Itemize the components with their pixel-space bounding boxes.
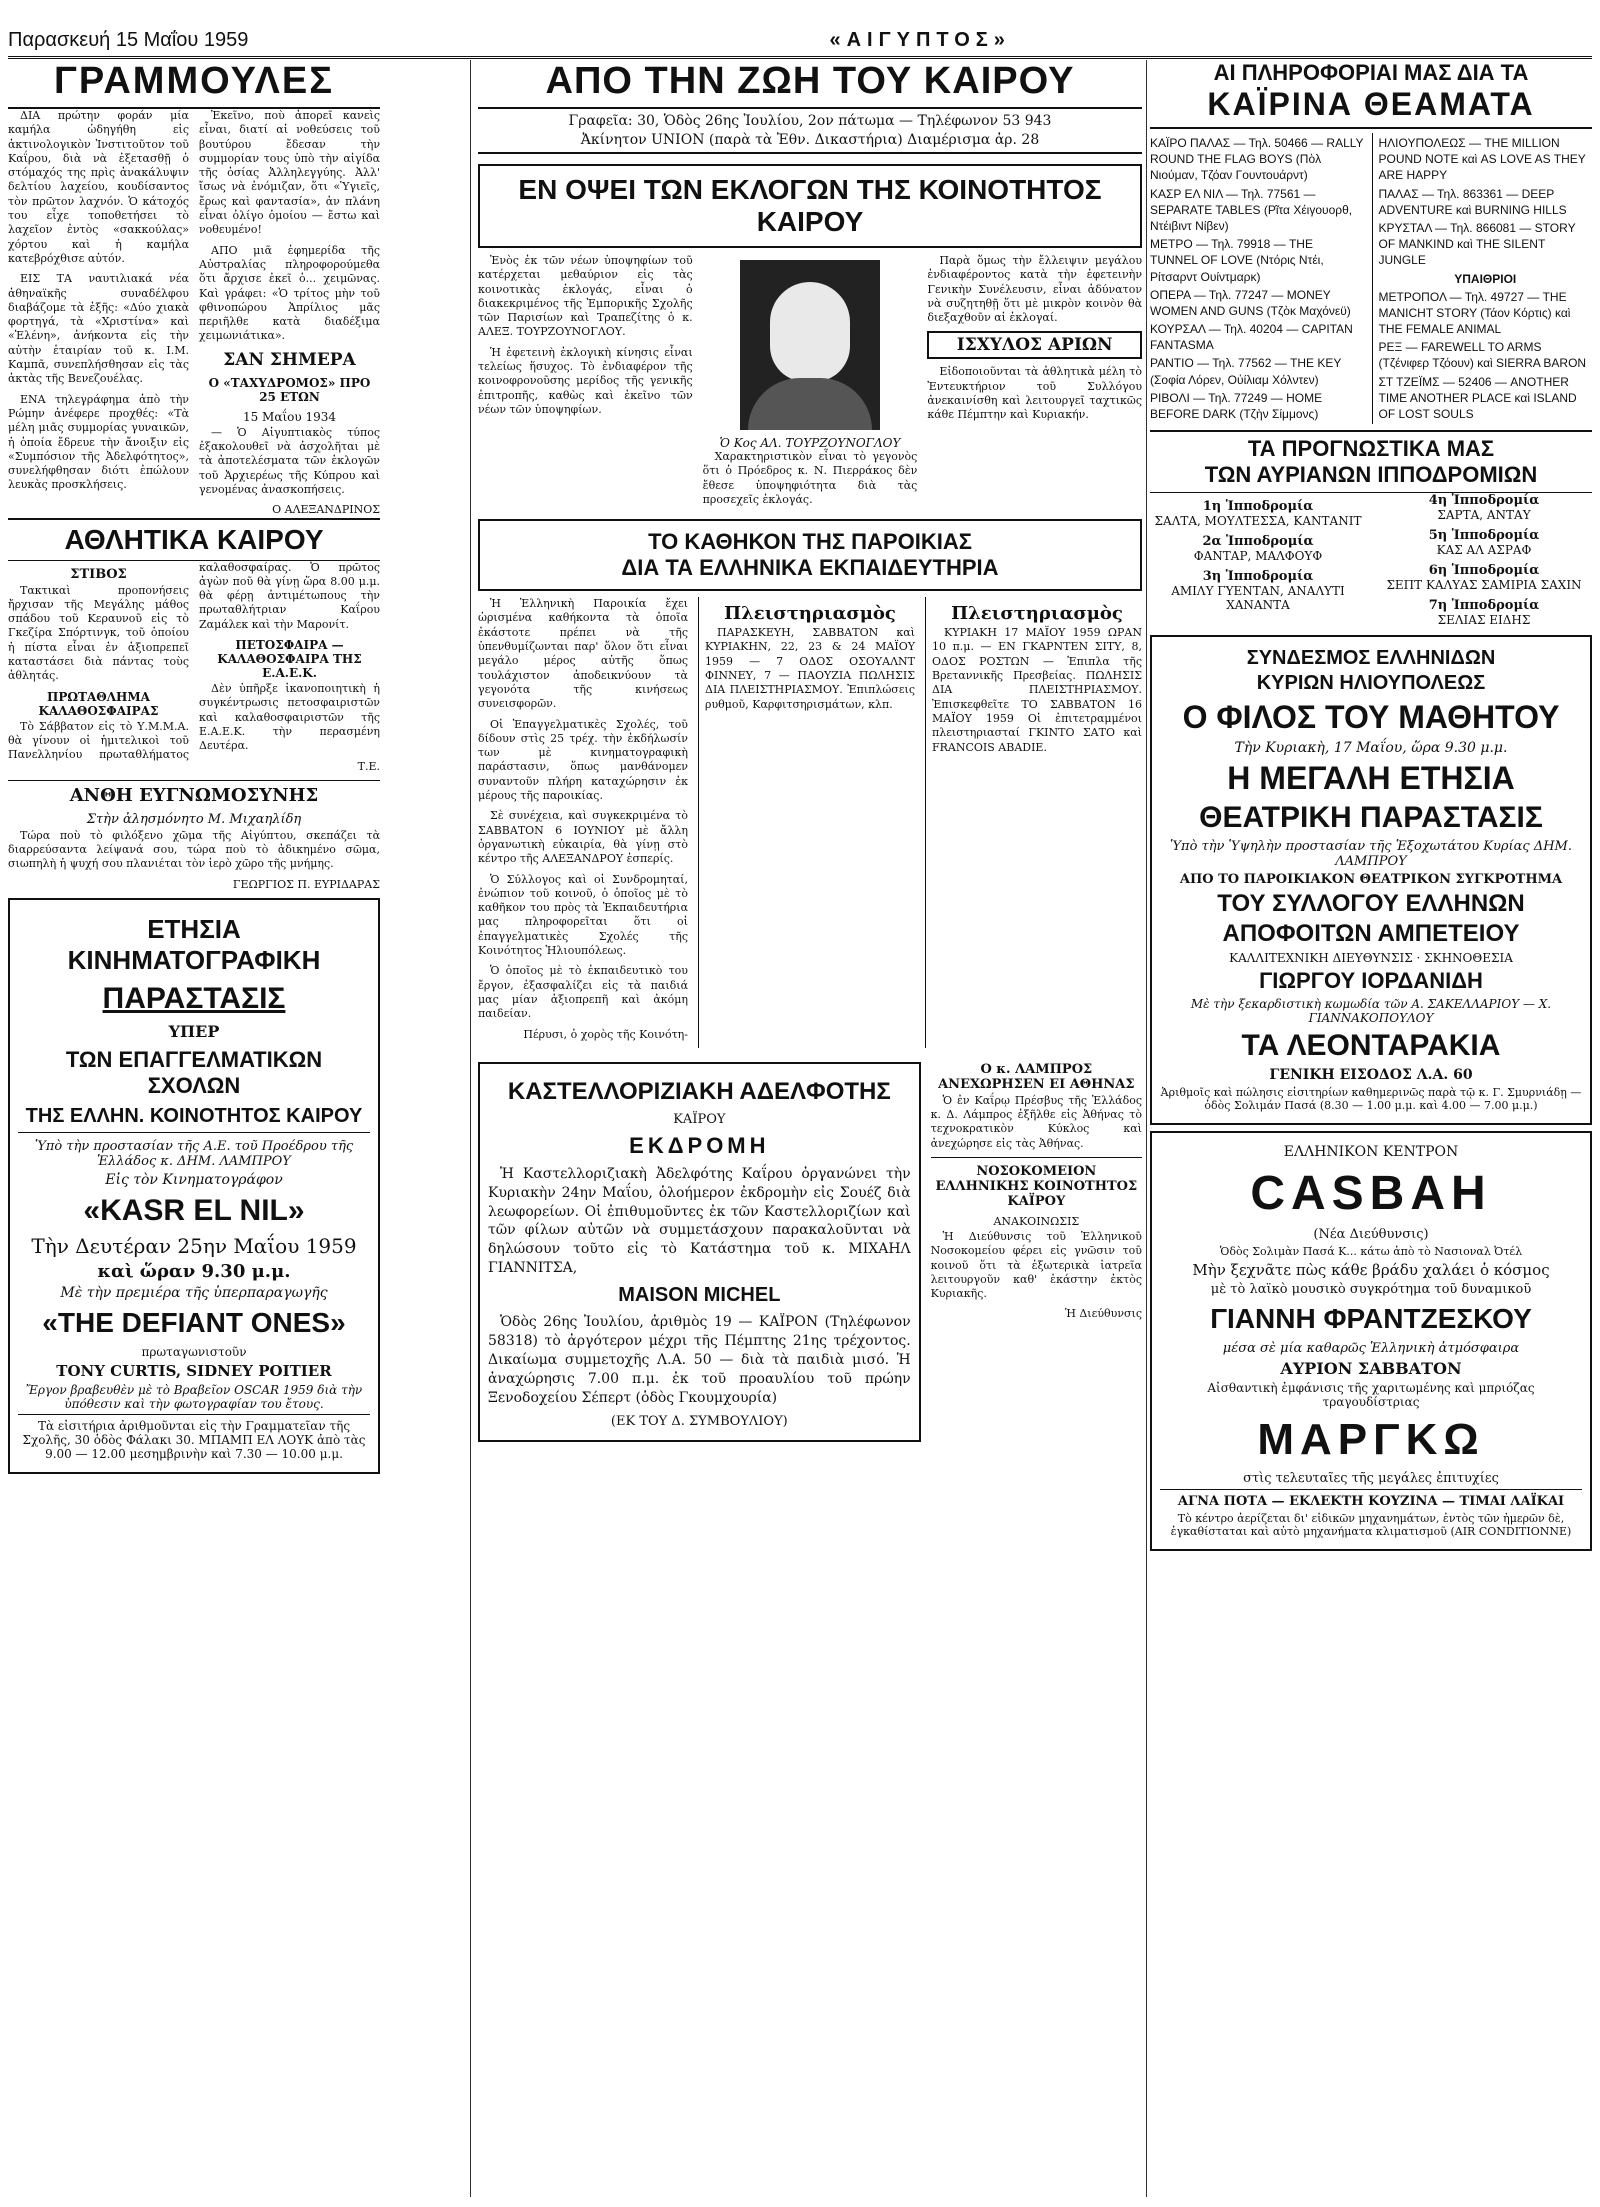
race-pick: ΣΑΡΤΑ, ΑΝΤΑΥ — [1437, 508, 1531, 523]
shows-listing — [1150, 133, 1592, 424]
theater-assoc2: ΑΠΟΦΟΙΤΩΝ ΑΜΠΕΤΕΙΟΥ — [1222, 920, 1520, 948]
column-left — [8, 60, 380, 2197]
grammoules-para: ΔΙΑ πρώτην φοράν μία καμήλα ὡδηγήθη εἰς ἀκτινολογικὸν Ἰνστιτοῦτον τοῦ Καΐρου, διὰ νὰ ἐξετασθῇ ὁ στόμαχός της πρὶς ἀνακάλυψιν δελτίου λαχείου, κουδίσαντος τὸν πρῶτον λαχνόν. Ὁ κάτοχός του εἶχε τοποθετήσει τὸ λαχεῖον ἐντὸς «σακκούλας» χόρτου καὶ ἡ καμήλα κατεβρόχθισε αὐτόν. — [8, 109, 189, 265]
race-pick: ΦΑΝΤΑΡ, ΜΑΛΦΟΥΦ — [1193, 549, 1323, 564]
center-title: ΑΠΟ ΤΗΝ ΖΩΗ ΤΟΥ ΚΑΙΡΟΥ — [478, 60, 1142, 109]
duty-para: Σὲ συνέχεια, καὶ συγκεκριμένα τὸ ΣΑΒΒΑΤΟΝ 6 ΙΟΥΝΙΟΥ μὲ ἄλλη ὀργανωτικὴ εὐκαιρία, θὰ γίνῃ στὸ κέντρο τῆς ΑΛΕΞΑΝΔΡΟΥ ἑσπερίς. — [478, 809, 688, 866]
cinema-ad-for: ΤΩΝ ΕΠΑΓΓΕΛΜΑΤΙΚΩΝ ΣΧΟΛΩΝ — [65, 1046, 323, 1098]
cinema-listing: ΡΑΝΤΙΟ — Τηλ. 77562 — THE KEY (Σοφία Λόρεν, Οὐίλιαμ Χόλντεν) — [1150, 356, 1342, 387]
basketball-head: ΠΡΩΤΑΘΛΗΜΑ ΚΑΛΑΘΟΣΦΑΙΡΑΣ — [38, 689, 159, 718]
cinema-listing: ΡΙΒΟΛΙ — Τηλ. 77249 — HOME BEFORE DARK (Τζὴν Σίμμονς) — [1150, 390, 1323, 421]
race-item — [1376, 528, 1592, 557]
open-air-head: ΥΠΑΙΘΡΙΟΙ — [1454, 271, 1517, 286]
cinema-listing: ΜΕΤΡΟ — Τηλ. 79918 — THE TUNNEL OF LOVE (Ντόρις Ντέι, Ρίτσαρντ Ουίντμαρκ) — [1150, 237, 1324, 284]
paper-name: «ΑΙΓΥΠΤΟΣ» — [829, 29, 1011, 51]
race-number: 3η Ἱπποδρομία — [1202, 569, 1314, 585]
shows-title: ΑΙ ΠΛΗΡΟΦΟΡΙΑΙ ΜΑΣ ΔΙΑ ΤΑ — [1213, 60, 1529, 85]
kastellorizo-shop: MAISON MICHEL — [618, 1284, 781, 1307]
kastellorizo-city: ΚΑΪΡΟΥ — [673, 1111, 726, 1127]
grammoules-para: ΕΝΑ τηλεγράφημα ἀπὸ τὴν Ρώμην ἀνέφερε προχθές: «Τὰ μέλη μιᾶς συμμορίας γυναικῶν, ἡ ὁποία ἔδρευε τὴν ἄνοιξιν εἰς «Συμπόσιον τῆς Ἀδελφότητος», συνελήφθησαν διότι ἐπώλουν λευκὰς προσκλήσεις. — [8, 392, 189, 492]
cinema-listing: ΜΕΤΡΟΠΟΛ — Τηλ. 49727 — THE MANICHT STORY (Τάον Κόρτις) καὶ THE FEMALE ANIMAL — [1378, 289, 1571, 337]
masthead — [8, 4, 1592, 59]
anniversary-subhead: Ο «ΤΑΧΥΔΡΟΜΟΣ» ΠΡΟ 25 ΕΤΩΝ — [208, 375, 371, 404]
races-list — [1150, 493, 1592, 627]
column-rule — [470, 60, 471, 2197]
cinema-listing: ΚΡΥΣΤΑΛ — Τηλ. 866081 — STORY OF MANKIND καὶ THE SILENT JUNGLE — [1378, 220, 1576, 268]
duty-para: Ὁ ὁποῖος μὲ τὸ ἐκπαιδευτικὸ του ἔργον, ἐξασφαλίζει εἰς τὰ παιδιά μας μίαν ἀξιοπρεπῆ καὶ ἀκόμη παιδείαν. — [478, 964, 688, 1021]
race-pick: ΑΜΙΛΥ ΓΥΕΝΤΑΝ, ΑΝΑΛΥΤΙ ΧΑΝΑΝΤΑ — [1171, 584, 1345, 613]
casbah-footer: ΑΓΝΑ ΠΟΤΑ — ΕΚΛΕΚΤΗ ΚΟΥΖΙΝΑ — ΤΙΜΑΙ ΛΑΪΚΑΙ — [1160, 1489, 1582, 1509]
duty-title: ΤΟ ΚΑΘΗΚΟΝ ΤΗΣ ΠΑΡΟΙΚΙΑΣ — [648, 529, 972, 555]
race-pick: ΣΑΛΤΑ, ΜΟΥΛΤΕΣΣΑ, ΚΑΝΤΑΝΙΤ — [1154, 514, 1362, 529]
cinema-ad-title: ΕΤΗΣΙΑ ΚΙΝΗΜΑΤΟΓΡΑΦΙΚΗ — [67, 913, 321, 975]
portrait-photo — [740, 260, 880, 430]
race-pick: ΚΑΣ ΑΛ ΑΣΡΑΦ — [1436, 543, 1532, 558]
cinema-ad-stars: TONY CURTIS, SIDNEY POITIER — [56, 1361, 332, 1380]
notices-rule — [931, 1157, 1142, 1158]
theater-club: Ο ΦΙΛΟΣ ΤΟΥ ΜΑΘΗΤΟΥ — [1182, 699, 1560, 736]
race-number: 1η Ἱπποδρομία — [1202, 499, 1314, 515]
theater-assoc: ΤΟΥ ΣΥΛΛΟΓΟΥ ΕΛΛΗΝΩΝ — [1217, 890, 1525, 918]
theater-play-intro: Μὲ τὴν ξεκαρδιστικὴ κωμωδία τῶν Α. ΣΑΚΕΛΛΑΡΙΟΥ — Χ. ΓΙΑΝΝΑΚΟΠΟΥΛΟΥ — [1190, 997, 1552, 1026]
volleyball-text: Δὲν ὑπῆρξε ἱκανοποιητικὴ ἡ συγκέντρωσις πετοσφαιριστῶν καὶ καλαθοσφαιριστῶν τῆς Ε.Α.Ε.Κ. τὴν περασμένη Δευτέρα. — [199, 682, 380, 753]
cinema-ad-hyper: ΥΠΕΡ — [168, 1021, 220, 1041]
column-center — [478, 60, 1142, 2197]
cinema-ad-patron: Ὑπὸ τὴν προστασίαν τῆς Α.Ε. τοῦ Προέδρου τῆς Ἑλλάδος κ. ΔΗΜ. ΛΑΜΠΡΟΥ — [34, 1138, 354, 1169]
theater-event: Η ΜΕΓΑΛΗ ΕΤΗΣΙΑ — [1227, 760, 1515, 797]
anthi-signature: ΓΕΩΡΓΙΟΣ Π. ΕΥΡΙΔΑΡΑΣ — [232, 877, 380, 891]
casbah-kentron: ΕΛΛΗΝΙΚΟΝ ΚΕΝΤΡΟΝ — [1283, 1144, 1459, 1161]
cinema-listing: ΗΛΙΟΥΠΟΛΕΩΣ — THE MILLION POUND NOTE καὶ AS LOVE AS THEY ARE HAPPY — [1378, 136, 1586, 183]
theater-tickets: Ἀριθμοῖς καὶ πώλησις εἰσιτηρίων καθημερινῶς παρὰ τῷ κ. Γ. Σμυρνιάδῃ — ὁδὸς Σολιμάν Πασά (8.30 — 1.00 μ.μ. καὶ 4.00 — 7.00 μ.μ.) — [1160, 1086, 1582, 1113]
cinema-ad — [8, 898, 380, 1474]
cinema-listing: ΚΑΣΡ ΕΛ ΝΙΛ — Τηλ. 77561 — SEPARATE TABLES (Ρῖτα Χέιγουορθ, Ντέιβιντ Νίβεν) — [1150, 186, 1353, 233]
stivos-text: Τακτικαὶ προπονήσεις ἤρχισαν τῆς Μεγάλης μάθος σπάδου τοῦ Κεραυνοῦ εἰς τὸ Γκεζίρα Σπόρτινγκ, τοῦ ὁποίου ἡ πίστα εἶναι ἐν ἀξιοπρεπεῖ καταστάσει διὰ πάντας τοὺς ἀθλητάς. — [8, 583, 189, 683]
casbah-name: CASBAH — [1250, 1167, 1492, 1221]
elections-para: Παρὰ ὅμως τὴν ἔλλειψιν μεγάλου ἐνδιαφέροντος κατὰ τὴν ἐφετεινὴν Γενικὴν Συνέλευσιν, εἶναι ἀδύνατον νὰ συζητηθῇ ὅτι μὲ μικρὸν κοινὸν θὰ διεξαχθοῦν αἱ ἐκλογαί. — [927, 254, 1142, 325]
anthi-title: ΑΝΘΗ ΕΥΓΝΩΜΟΣΥΝΗΣ — [8, 780, 380, 806]
elections-para: Εἰδοποιοῦνται τὰ ἀθλητικὰ μέλη τὸ Ἐντευκτήριον τοῦ Συλλόγου ἀνεκαινίσθη καὶ λειτουργεῖ ταχτικῶς κάθε Πέμπτην καὶ Κυριακήν. — [927, 365, 1142, 422]
anniversary-date: 15 Μαΐου 1934 — [242, 409, 337, 424]
issue-date: Παρασκευή 15 Μαΐου 1959 — [8, 29, 249, 51]
duty-para: Ἡ Ἑλληνικὴ Παροικία ἔχει ὡρισμένα καθήκοντα τὰ ὁποῖα ἐκάστοτε πρέπει νὰ τῆς ὑπενθυμίζωνται παρ' ὅλον ὅτι εἶναι μεγάλο μέρος αὐτῆς ὅπως τουλάχιστον ἀποδεικνύουν τὰ γεγονότα τῆς κινήσεως συνεισφορῶν. — [478, 597, 688, 711]
anniversary-head: ΣΑΝ ΣΗΜΕΡΑ — [223, 349, 356, 370]
portrait-shoulders — [748, 378, 872, 430]
center-offices: Γραφεῖα: 30, Ὁδὸς 26ης Ἰουλίου, 2ον πάτωμα — Τηλέφωνον 53 943 — [568, 113, 1052, 129]
lamiros-body: Ὁ ἐν Καΐρῳ Πρέσβυς τῆς Ἑλλάδος κ. Δ. Λάμπρος ἐξῆλθε εἰς Ἀθήνας τὸ τεχνοκρατικὸν Κύκλος καὶ ἀνεχώρησε εἰς τὰς Ἀθήνας. — [930, 1093, 1142, 1150]
cinema-listing: ΟΠΕΡΑ — Τηλ. 77247 — MONEY WOMEN AND GUNS (Τζὸκ Μαχόνεϋ) — [1150, 287, 1351, 318]
races-title2: ΤΩΝ ΑΥΡΙΑΝΩΝ ΙΠΠΟΔΡΟΜΙΩΝ — [1150, 462, 1592, 493]
casbah-artist: ΓΙΑΝΝΗ ΦΡΑΝΤΖΕΣΚΟΥ — [1210, 1303, 1532, 1335]
ischys-head: ΙΣΧΥΛΟΣ ΑΡΙΩΝ — [956, 335, 1113, 356]
casbah-ad — [1150, 1131, 1592, 1551]
theater-org2: ΚΥΡΙΩΝ ΗΛΙΟΥΠΟΛΕΩΣ — [1256, 672, 1486, 695]
race-pick: ΣΕΛΙΑΣ ΕΙΔΗΣ — [1437, 613, 1531, 628]
elections-para: Χαρακτηριστικὸν εἶναι τὸ γεγονὸς ὅτι ὁ Πρόεδρος κ. Ν. Πιερράκος δὲν ἔθεσε ὑποψηφιότητα διὰ τὰς προσεχεῖς ἐκλογάς. — [702, 450, 918, 506]
casbah-ac: Τὸ κέντρο ἀερίζεται δι' εἰδικῶν μηχανημάτων, ἐντὸς τῶν ἡμερῶν δὲ, ἐγκαθίσταται καὶ αὐτὸ μηχανήματα κλιματισμοῦ (AIR CONDITIONNE) — [1170, 1512, 1572, 1539]
grammoules-para: Ἐκεῖνο, ποὺ ἀπορεῖ κανεὶς εἶναι, διατί αἱ νοθεύσεις τοῦ βουτύρου ἔδεσαν τὴν συμμορίαν τους ὑπὸ τὴν αἰγίδα τῆς ὀσίας Ἀλληλεγγύης. Ἀλλ' ἴσως νὰ ἐνόμιζαν, ὅτι «Ὑγιεῖς, ἔρως καὶ φαντασία», ἀν πλάνη εἶναι ὀλίγο ὁμοίου — ἔστω καὶ νοθευμένο! — [199, 109, 380, 237]
theater-director-line: ΚΑΛΛΙΤΕΧΝΙΚΗ ΔΙΕΥΘΥΝΣΙΣ · ΣΚΗΝΟΘΕΣΙΑ — [1229, 951, 1513, 966]
duty-title-box — [478, 519, 1142, 591]
theater-org: ΣΥΝΔΕΣΜΟΣ ΕΛΛΗΝΙΔΩΝ — [1246, 647, 1496, 670]
race-item — [1376, 493, 1592, 522]
grammoules-para: ΑΠΟ μιᾶ ἐφημερίδα τῆς Αὐστραλίας πληροφορούμεθα ὅτι ἄρχισε ἐκεῖ ὁ... χειμῶνας. Καὶ γράφει: «Ὁ τρίτος μὴν τοῦ φθινοπώρου Ἀπρίλιος μᾶς περιῆλθε κατὰ διαδέξιμα χειμωνιάτικα». — [199, 243, 380, 343]
casbah-debut: Αἰσθαντικὴ ἐμφάνισις τῆς χαριτωμένης καὶ μπριόζας τραγουδίστριας — [1207, 1381, 1535, 1410]
casbah-saturday: ΑΥΡΙΟΝ ΣΑΒΒΑΤΟΝ — [1280, 1359, 1462, 1379]
anthi-body: Τώρα ποὺ τὸ φιλόξενο χῶμα τῆς Αἰγύπτου, σκεπάζει τὰ διαρρεύσαντα λείψανά σου, τώρα ποὺ τὸ ἀδικημένο σῶμα, σιωπηλὴ ἡ ψυχή σου πλανιέται τὸν ἱερὸ χῶρο τῆς μνήμης. — [8, 828, 380, 871]
kastellorizo-address: Ὁδὸς 26ης Ἰουλίου, ἀριθμὸς 19 — ΚΑΪΡΟΝ (Τηλέφωνον 58318) τὸ ἀργότερον μέχρι τῆς Πέμπτης 21ης τρέχοντος. Δικαίωμα συμμετοχῆς Λ.Α. 50 — διὰ τὰ παιδιὰ μισό. Ἡ ἀναχώρησις 7.00 π.μ. ἐκ τοῦ προαυλίου τοῦ πρώην Ξενοδοχείου Σέπερτ (ὁδὸς Γκουμχουρία) — [488, 1314, 911, 1406]
race-number: 2α Ἱπποδρομία — [1202, 534, 1314, 550]
duty-body — [478, 597, 1142, 1048]
race-number: 6η Ἱπποδρομία — [1428, 563, 1540, 579]
duty-signature: Πέρυσι, ὁ χορὸς τῆς Κοινότη- — [523, 1027, 688, 1041]
cinema-ad-venue: «KASR EL NIL» — [83, 1193, 305, 1227]
lamiros-head: Ο κ. ΛΑΜΠΡΟΣ ΑΝΕΧΩΡΗΣΕΝ ΕΙ ΑΘΗΝΑΣ — [938, 1061, 1135, 1092]
elections-title: ΕΝ ΟΨΕΙ ΤΩΝ ΕΚΛΟΓΩΝ ΤΗΣ ΚΟΙΝΟΤΗΤΟΣ ΚΑΙΡΟΥ — [518, 174, 1102, 237]
basketball-text: Τὸ Σάββατον εἰς τὸ Υ.Μ.Μ.Α. θὰ γίνουν οἱ ἡμιτελικοὶ τοῦ Πανελληνίου πρωταθλήματος καλαθοσφαίρας. Ὁ πρῶτος ἀγὼν ποῦ θὰ γίνῃ ὥρα 8.00 μ.μ. θὰ φέρῃ ἀντιμέτωπους τὴν πρωταθλήτριαν Καΐρου Ζαμάλεκ καὶ τὴν Μαρονίτ. — [8, 560, 380, 762]
duty-title2: ΔΙΑ ΤΑ ΕΛΛΗΝΙΚΑ ΕΚΠΑΙΔΕΥΤΗΡΙΑ — [621, 555, 999, 581]
anniversary-body: — Ὁ Αἰγυπτιακὸς τύπος ἐξακολουθεῖ νὰ ἀσχολῆται μὲ τὰ ἀποτελέσματα τῶν ἑκλογῶν τοῦ Ἀρχιερέως τῆς Κύπρου καὶ γενομένας ἀνασκοπήσεις. — [199, 425, 380, 496]
auction1-title: Πλειστηριασμὸς — [724, 603, 896, 625]
auction2-title: Πλειστηριασμὸς — [951, 603, 1123, 625]
elections-title-box — [478, 164, 1142, 248]
kastellorizo-body: Ἡ Καστελλοριζιακὴ Ἀδελφότης Καΐρου ὀργανώνει τὴν Κυριακὴν 24ην Μαΐου, ὁλοήμερον ἐκδρομὴν εἰς Σουέζ διὰ λεωφορείων. Οἱ ἐπιθυμοῦντες ἐκ τῶν Καστελλοριζίων καὶ τῶν φίλων αὐτῶν νὰ συμμετάσχουν παρακαλοῦνται νὰ δηλώσουν τοῦτο εἰς τὸ Κατάστημα τοῦ κ. ΜΙΧΑΗΛ ΓΙΑΝΝΙΤΣΑ, — [488, 1165, 911, 1277]
grammoules-body — [8, 109, 380, 518]
race-number: 5η Ἱπποδρομία — [1428, 528, 1540, 544]
race-pick: ΣΕΠΤ ΚΑΛΥΑΣ ΣΑΜΙΡΙΑ ΣΑΧΙΝ — [1386, 578, 1582, 593]
cinema-ad-tickets: Τὰ εἰσιτήρια ἀριθμοῦνται εἰς τὴν Γραμματεῖαν τῆς Σχολῆς, 30 ὁδὸς Φάλακι 30. ΜΠΑΜΠ ΕΛ ΛΟΥΚ ἀπὸ τὰς 9.00 — 12.00 μεσημβρινὴν καὶ 7.30 — 10.00 μ.μ. — [18, 1414, 370, 1461]
kastellorizo-event: ΕΚΔΡΟΜΗ — [629, 1132, 770, 1158]
grammoules-title: ΓΡΑΜΜΟΥΛΕΣ — [8, 60, 380, 109]
casbah-tagline: στὶς τελευταῖες τῆς μεγάλες ἐπιτυχίες — [1243, 1471, 1499, 1487]
hospital-subhead: ΑΝΑΚΟΙΝΩΣΙΣ — [993, 1214, 1080, 1228]
theater-event2: ΘΕΑΤΡΙΚΗ ΠΑΡΑΣΤΑΣΙΣ — [1199, 801, 1543, 835]
cinema-listing: ΚΟΥΡΣΑΛ — Τηλ. 40204 — CAPITAN FANTASMA — [1150, 322, 1353, 353]
casbah-singer: ΜΑΡΓΚΩ — [1257, 1415, 1485, 1465]
auction1-body: ΠΑΡΑΣΚΕΥΗ, ΣΑΒΒΑΤΟΝ καὶ ΚΥΡΙΑΚΗΝ, 22, 23 & 24 ΜΑΪΟΥ 1959 — 7 ΟΔΟΣ ΟΣΟΥΑΛΝΤ ΦΙΝΝΕΥ, 7 — ΠΑΟΥΖΙΑ ΠΩΛΗΣΙΣ ΔΙΑ ΠΛΕΙΣΤΗΡΙΑΣΜΟΥ. Ἐπιπλώσεις ρυθμοῦ, Καρφιτσηρισμάτων, κλπ. — [705, 626, 915, 711]
cinema-listing: ΠΑΛΑΣ — Τηλ. 863361 — DEEP ADVENTURE καὶ BURNING HILLS — [1378, 186, 1567, 217]
cinema-ad-time: καὶ ὥραν 9.30 μ.μ. — [97, 1260, 291, 1282]
ischys-head-box — [927, 331, 1142, 359]
elections-body — [478, 254, 1142, 513]
stivos-head: ΣΤΙΒΟΣ — [70, 566, 127, 582]
race-item — [1376, 598, 1592, 627]
race-item — [1150, 569, 1366, 612]
notices — [931, 1056, 1142, 1448]
casbah-mgmt: (Νέα Διεύθυνσις) — [1313, 1227, 1429, 1243]
cinema-ad-premiere: Μὲ τὴν πρεμιέρα τῆς ὑπερπαραγωγῆς — [60, 1284, 328, 1301]
theater-patron: Ὑπὸ τὴν Ὑψηλὴν προστασίαν τῆς Ἐξοχωτάτου Κυρίας ΔΗΜ. ΛΑΜΠΡΟΥ — [1169, 839, 1572, 870]
hospital-signature: Ἡ Διεύθυνσις — [1064, 1307, 1142, 1321]
portrait-face — [770, 282, 850, 382]
cinema-ad-film: «THE DEFIANT ONES» — [42, 1306, 346, 1338]
race-item — [1150, 534, 1366, 563]
race-item — [1376, 563, 1592, 592]
casbah-line3: μέσα σὲ μία καθαρῶς Ἑλληνικὴ ἀτμόσφαιρα — [1222, 1341, 1520, 1357]
volleyball-head: ΠΕΤΟΣΦΑΙΡΑ — ΚΑΛΑΘΟΣΦΑΙΡΑ ΤΗΣ Ε.Α.Ε.Κ. — [217, 638, 362, 681]
theater-entry: ΓΕΝΙΚΗ ΕΙΣΟΔΟΣ Λ.Α. 60 — [1269, 1067, 1473, 1084]
athletika-signature: Τ.Ε. — [357, 759, 380, 773]
theater-ad — [1150, 635, 1592, 1125]
race-number: 4η Ἱπποδρομία — [1428, 493, 1540, 509]
elections-para: Ἡ ἐφετεινὴ ἐκλογικὴ κίνησις εἶναι τελείως ἥσυχος. Τὸ ἐνδιαφέρον τῆς κοινοφρονοῦσης μερίδος τῆς γενικῆς ἐπιτροπῆς, καθὼς καὶ ἐκεῖνο τῶν νέων τῶν ὑποψηφίων. — [478, 345, 693, 416]
hospital-head: ΝΟΣΟΚΟΜΕΙΟΝ ΕΛΛΗΝΙΚΗΣ ΚΟΙΝΟΤΗΤΟΣ ΚΑΪΡΟΥ — [935, 1163, 1138, 1209]
anniversary-signature: Ο ΑΛΕΞΑΝΔΡΙΝΟΣ — [272, 503, 380, 517]
cinema-ad-title2: ΠΑΡΑΣΤΑΣΙΣ — [102, 981, 286, 1015]
theater-by: ΑΠΟ ΤΟ ΠΑΡΟΙΚΙΑΚΟΝ ΘΕΑΤΡΙΚΟΝ ΣΥΓΚΡΟΤΗΜΑ — [1179, 872, 1563, 888]
portrait-caption: Ὁ Κος ΑΛ. ΤΟΥΡΖΟΥΝΟΓΛΟΥ — [719, 436, 901, 450]
races-title: ΤΑ ΠΡΟΓΝΩΣΤΙΚΑ ΜΑΣ — [1150, 430, 1592, 462]
theater-play: ΤΑ ΛΕΟΝΤΑΡΑΚΙΑ — [1241, 1029, 1501, 1063]
cinema-listing: ΚΑΪΡΟ ΠΑΛΑΣ — Τηλ. 50466 — RALLY ROUND THE FLAG BOYS (Πὸλ Νιούμαν, Τζόαν Γουντουάρντ) — [1150, 136, 1364, 183]
cinema-ad-for2: ΤΗΣ ΕΛΛΗΝ. ΚΟΙΝΟΤΗΤΟΣ ΚΑΙΡΟΥ — [18, 1105, 370, 1133]
auction2-body: ΚΥΡΙΑΚΗ 17 ΜΑΪΟΥ 1959 ΩΡΑΝ 10 π.μ. — ΕΝ ΓΚΑΡΝΤΕΝ ΣΙΤΥ, 8, ΟΔΟΣ ΡΟΣΤΩΝ — Ἐπιπλα τῆς Βρεταννικῆς Πρεσβείας. ΠΩΛΗΣΙΣ ΔΙΑ ΠΛΕΙΣΤΗΡΙΑΣΜΟΥ. Ἐπισκεφθεῖτε ΤΟ ΣΑΒΒΑΤΟΝ 16 ΜΑΪΟΥ 1959 Οἱ ἐπιτετραμμένοι πλειστηριασταί ΓΚΙΝΤΟ ΣΑΤΟ καὶ FRANCOIS ABADIE. — [932, 626, 1142, 754]
kastellorizo-ad — [478, 1062, 921, 1442]
cinema-listing: ΣΤ ΤΖΕΪΜΣ — 52406 — ANOTHER TIME ANOTHER PLACE καὶ ISLAND OF LOST SOULS — [1378, 374, 1577, 421]
athletika-body — [8, 561, 380, 774]
column-rule — [1146, 60, 1147, 2197]
cinema-ad-oscar: Ἔργον βραβευθὲν μὲ τὸ Βραβεῖον OSCAR 1959 διὰ τὴν ὑπόθεσιν καὶ τὴν φωτογραφίαν του ἔτους. — [25, 1382, 363, 1411]
anthi-subtitle: Στὴν ἀλησμόνητο Μ. Μιχαηλίδη — [86, 811, 302, 827]
duty-para: Ὁ Σύλλογος καὶ οἱ Συνδρομηταί, ἐνώπιον τοῦ κοινοῦ, ὁ ὁποῖος μὲ τὸ καθῆκον του πρὸς τὰ Ἐκπαιδευτήρια μας πληροφορεῖται ὅτι οἱ ἐπαγγελματικὲς Σχολές τῆς Κοινότητος Ἡλιουπόλεως. — [478, 872, 688, 958]
grammoules-para: ΕΙΣ ΤΑ ναυτιλιακά νέα ἀθηναϊκῆς συναδέλφου διαβάζομε τὰ ἑξῆς: «Δύο χιακὰ φορτηγά, τὰ «Χριστίνα» καὶ «Ἐλένη», ἀνήκοντα εἰς τὴν αὐτὴν ἑταιρίαν τοῦ κ. Ι.Μ. Καμπᾶ, συνεπλήσθησαν εἰς τὰς ἀκτὰς τῆς Βενεζουέλας. — [8, 272, 189, 386]
kastellorizo-title: ΚΑΣΤΕΛΛΟΡΙΖΙΑΚΗ ΑΔΕΛΦΟΤΗΣ — [507, 1077, 891, 1105]
theater-date: Τὴν Κυριακὴ, 17 Μαΐου, ὥρα 9.30 μ.μ. — [1234, 740, 1508, 757]
cinema-listing: ΡΕΞ — FAREWELL TO ARMS (Τζένιφερ Τζόουν) καὶ SIERRA BARON — [1378, 340, 1587, 371]
duty-para: Οἱ Ἐπαγγελματικὲς Σχολές, τοῦ δίδουν στὶς 25 τρέχ. τὴν ἐκδήλωσίν των μὲ κινηματογραφικὴ παράστασιν, ὅπως μανθάνομεν συναντοῦν πλήρη καταχώρησιν ἐκ μέρους τῆς παροικίας. — [478, 717, 688, 803]
casbah-line2: μὲ τὸ λαϊκὸ μουσικὸ συγκρότημα τοῦ δυναμικοῦ — [1210, 1282, 1532, 1298]
elections-para: Ἐνὸς ἐκ τῶν νέων ὑποψηφίων τοῦ κατέρχεται μεθαύριον εἰς τὰς κοινοτικὰς ἐκλογάς, εἶναι ὁ διακεκριμένος τῆς Ἐμπορικῆς Σχολῆς τῶν Παρισίων καὶ Τραπεζίτης ὁ κ. ΑΛΕΞ. ΤΟΥΡΖΟΥΝΟΓΛΟΥ. — [478, 254, 693, 339]
hospital-body: Ἡ Διεύθυνσις τοῦ Ἑλληνικοῦ Νοσοκομείου φέρει εἰς γνῶσιν τοῦ κοινοῦ ὅτι τὰ ἐξωτερικὰ ἰατρεῖα λειτουργοῦν καθ' ἑκάστην ἐκτὸς Κυριακῆς. — [930, 1229, 1142, 1301]
shows-title2: ΚΑΪΡΙΝΑ ΘΕΑΜΑΤΑ — [1150, 86, 1592, 129]
race-item — [1150, 499, 1366, 528]
cinema-ad-stars-intro: πρωταγωνιστοῦν — [141, 1344, 247, 1359]
athletika-title: ΑΘΛΗΤΙΚΑ ΚΑΙΡΟΥ — [8, 518, 380, 561]
column-right — [1150, 60, 1592, 2197]
bottom-center — [478, 1056, 1142, 1448]
kastellorizo-board: (ΕΚ ΤΟΥ Δ. ΣΥΜΒΟΥΛΙΟΥ) — [610, 1413, 788, 1429]
center-offices2: Ἀκίνητον UNION (παρὰ τὰ Ἐθν. Δικαστήρια) Διαμέρισμα ἀρ. 28 — [478, 132, 1142, 154]
casbah-address: Ὁδὸς Σολιμὰν Πασά Κ... κάτω ἀπὸ τὸ Νασιοναλ Ὀτέλ — [1219, 1245, 1523, 1259]
theater-director: ΓΙΩΡΓΟΥ ΙΟΡΔΑΝΙΔΗ — [1259, 968, 1483, 994]
casbah-line1: Μὴν ξεχνᾶτε πὼς κάθε βράδυ χαλάει ὁ κόσμος — [1192, 1261, 1550, 1280]
cinema-ad-venue-intro: Εἰς τὸν Κινηματογράφον — [105, 1171, 283, 1188]
cinema-ad-date: Τὴν Δευτέραν 25ην Μαΐου 1959 — [31, 1233, 357, 1258]
race-number: 7η Ἱπποδρομία — [1428, 598, 1540, 614]
